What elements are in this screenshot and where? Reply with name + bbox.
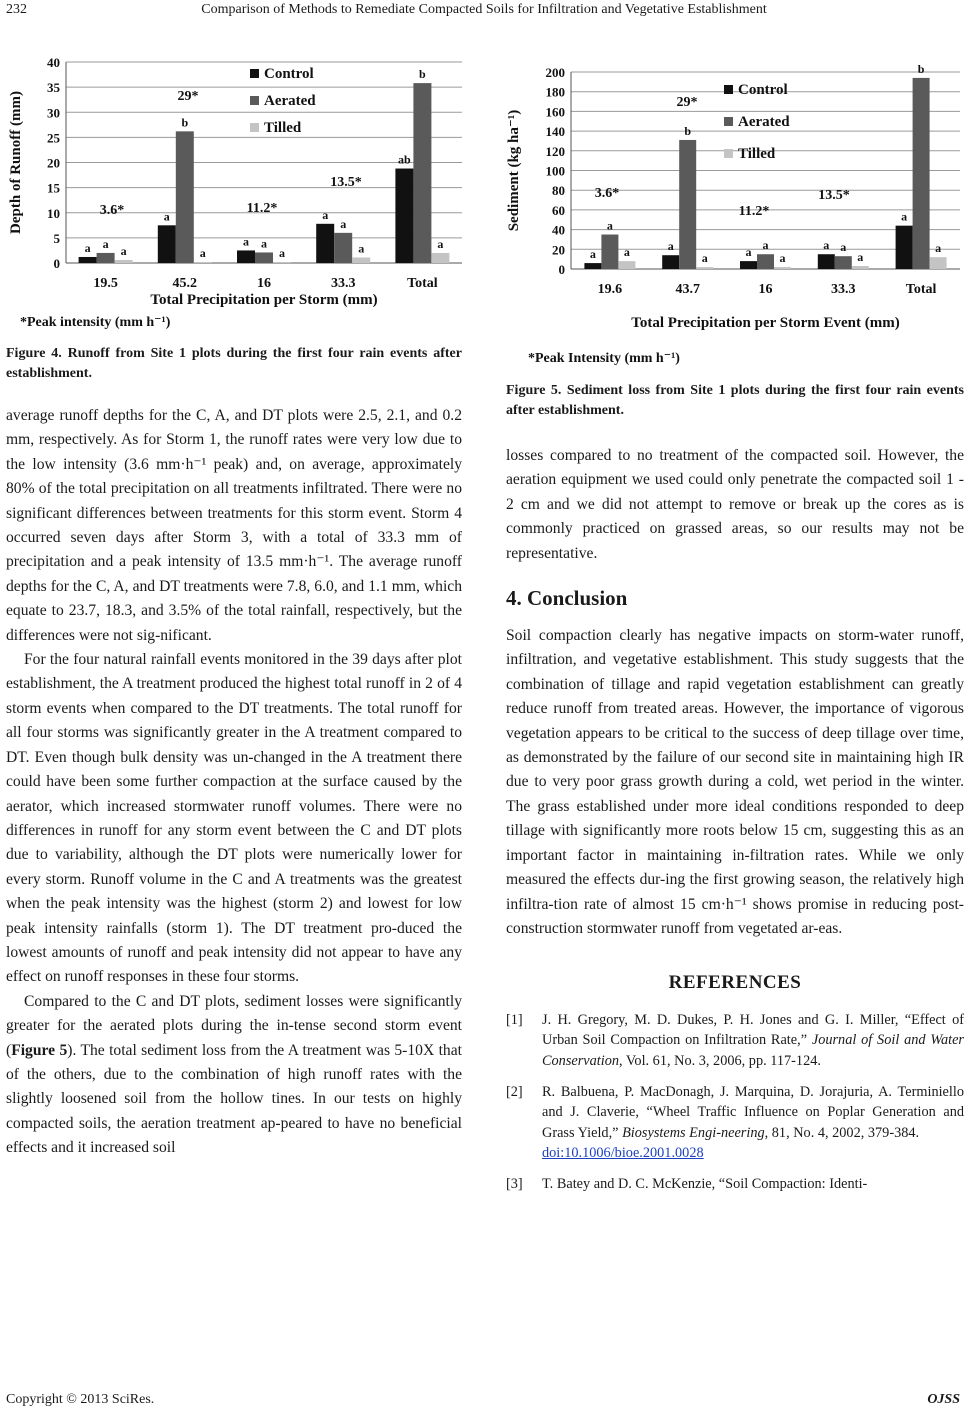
left-p3-text-b: ). The total sediment loss from the A treatment was 5-10X that of the others, due to the combination of high runoff rates with the slightly loosened soil from the hollow tines. In our tests on highly compacted soils, the aeration treatment ap-peared to have no beneficial effects and it increased soil: [6, 1041, 462, 1157]
bar-tilled: [618, 261, 635, 269]
x-tick-label: 16: [257, 276, 271, 291]
bar-tilled: [352, 257, 370, 263]
bar-aerated: [601, 235, 618, 269]
x-tick-label: 19.6: [597, 282, 623, 297]
left-paragraph-3: [6, 990, 462, 1161]
bar-significance-label: a: [779, 251, 786, 266]
legend-swatch: [724, 85, 733, 94]
bar-significance-label: a: [199, 245, 206, 260]
legend-swatch: [250, 69, 259, 78]
legend-swatch: [250, 123, 259, 132]
footer-journal: OJSS: [927, 1392, 960, 1407]
legend-label: Tilled: [264, 120, 302, 136]
right-column: [506, 444, 964, 1204]
bar-tilled: [774, 267, 791, 269]
y-tick-label: 0: [53, 256, 60, 271]
peak-intensity-label: 29*: [177, 89, 199, 104]
bar-tilled: [852, 266, 869, 269]
x-axis-title: Total Precipitation per Storm Event (mm): [631, 315, 900, 331]
bar-significance-label: b: [181, 115, 189, 130]
bar-significance-label: b: [419, 67, 426, 82]
bar-control: [584, 263, 601, 269]
fig4-footnote: *Peak intensity (mm h⁻¹): [20, 315, 171, 330]
y-tick-label: 200: [545, 65, 565, 80]
bar-significance-label: a: [358, 241, 365, 256]
conclusion-paragraph: Soil compaction clearly has negative impacts on storm-water runoff, infiltration, and vegetative establishment. This study suggests that the combination of tillage and rapid vegetation establishment can greatly reduce runoff from treated areas. However, the importance of vigorous vegetation appears to be critical to the success of deep tillage over time, as demonstrated by the failure of our second site in maintaining high IR due to very poor grass growth during a cold, wet period in the winter. The grass established under more ideal conditions responded to deep tillage with significantly more roots below 15 cm, suggesting this as an important factor in maintaining in-filtration rates. While we only measured the effects dur-ing the first growing season, the relatively high infiltra-tion rate of almost 15 cm·h⁻¹ shows promise in reducing post-construction stormwater runoff from vegetated ar-eas.: [506, 627, 964, 937]
x-tick-label: 43.7: [675, 282, 700, 297]
bar-aerated: [334, 233, 352, 263]
bar-significance-label: b: [917, 61, 925, 76]
figure-5-reference[interactable]: Figure 5: [11, 1041, 68, 1059]
peak-intensity-label: 13.5*: [330, 175, 362, 190]
reference-details: , 81, No. 4, 2002, 379-384.: [764, 1124, 920, 1141]
y-tick-label: 35: [47, 80, 60, 96]
y-tick-label: 0: [558, 262, 565, 277]
y-tick-label: 20: [47, 155, 60, 171]
bar-significance-label: ab: [398, 152, 411, 167]
bar-tilled: [115, 260, 133, 263]
bar-aerated: [757, 254, 774, 269]
y-tick-label: 10: [47, 205, 60, 221]
figure-4-caption: Figure 4. Runoff from Site 1 plots during the first four rain events after establishment.: [6, 346, 462, 381]
peak-intensity-label: 11.2*: [246, 201, 278, 216]
bar-significance-label: a: [762, 238, 769, 253]
figure-4-chart: [0, 50, 470, 336]
bar-significance-label: a: [857, 250, 864, 265]
bar-significance-label: a: [102, 236, 109, 251]
peak-intensity-label: 13.5*: [818, 188, 850, 203]
bar-aerated: [413, 83, 431, 263]
y-tick-label: 160: [545, 104, 565, 120]
bar-significance-label: a: [120, 243, 127, 258]
bar-significance-label: a: [667, 239, 674, 254]
bar-significance-label: a: [589, 247, 596, 262]
legend-swatch: [724, 149, 733, 158]
bar-significance-label: a: [623, 245, 630, 260]
bar-control: [316, 224, 334, 263]
fig5-footnote: *Peak Intensity (mm h⁻¹): [528, 351, 680, 366]
reference-details: , Vol. 61, No. 3, 2006, pp. 117-124.: [619, 1052, 821, 1069]
y-tick-label: 15: [47, 180, 60, 196]
bar-significance-label: a: [84, 240, 91, 255]
bar-tilled: [194, 262, 212, 263]
y-tick-label: 140: [545, 124, 565, 140]
reference-doi-link[interactable]: doi:10.1006/bioe.2001.0028: [542, 1145, 704, 1162]
bar-significance-label: a: [901, 209, 908, 224]
bar-significance-label: a: [261, 236, 267, 251]
x-tick-label: 16: [758, 282, 773, 297]
figure-5-caption: Figure 5. Sediment loss from Site 1 plots during the first four rain events after establishment.: [506, 383, 964, 418]
legend-swatch: [250, 96, 259, 105]
y-tick-label: 20: [552, 242, 565, 258]
bar-control: [158, 225, 176, 263]
reference-number: [1]: [506, 1011, 523, 1028]
conclusion-heading: 4. Conclusion: [506, 586, 628, 611]
y-axis-title: Depth of Runoff (mm): [8, 91, 24, 234]
left-paragraph-1: average runoff depths for the C, A, and DT plots were 2.5, 2.1, and 0.2 mm, respectively. As for Storm 1, the runoff rates were very low due to the low intensity (3.6 mm·h⁻¹ peak) and, on average, approximately 80% of the total precipitation on all treatments infiltrated. There were no significant differences between treatments for this storm event. Storm 4 occurred seven days after Storm 3, with a total of 33.3 mm of precipitation and a peak intensity of 13.5 mm·h⁻¹. The average runoff depths for the C, A, and DT treatments were 7.8, 6.0, and 1.1 mm, which equate to 23.7, 18.3, and 3.5% of the total rainfall, respectively, but the differences were not sig-nificant.: [6, 407, 462, 644]
bar-significance-label: a: [437, 236, 444, 251]
bar-control: [662, 255, 679, 269]
bar-significance-label: b: [684, 123, 692, 138]
bar-control: [818, 254, 835, 269]
bar-significance-label: a: [701, 251, 708, 266]
bar-control: [237, 250, 255, 263]
reference-authors: R. Balbuena, P. MacDonagh, J. Marquina, D. Jorajuria, A. Terminiello and J. Claverie, “Wheel Traffic Influence on Poplar Generation and Grass Yield,”: [542, 1083, 964, 1141]
references-title: REFERENCES: [668, 972, 802, 994]
y-tick-label: 60: [552, 202, 565, 218]
bar-tilled: [930, 257, 947, 269]
y-tick-label: 25: [47, 130, 60, 146]
reference-2: [506, 1082, 964, 1164]
bar-aerated: [255, 252, 273, 263]
y-axis-title: Sediment (kg ha⁻¹): [506, 109, 522, 232]
right-paragraph-1: losses compared to no treatment of the compacted soil. However, the aeration equipment we used could only penetrate the compacted soil 1 - 2 cm and we did not attempt to remove or break up the cores as is commonly practiced on grassed areas, so our results may not be representative.: [506, 447, 964, 562]
peak-intensity-label: 3.6*: [594, 186, 620, 201]
reference-number: [2]: [506, 1083, 523, 1100]
page-number: 232: [6, 2, 27, 17]
bar-control: [79, 257, 97, 263]
y-tick-label: 100: [545, 163, 565, 179]
left-p3-text-a: Compared to the C and DT plots, sediment losses were significantly greater for the aerated plots during the in-tense second storm event (: [6, 992, 462, 1059]
bar-significance-label: a: [243, 234, 249, 249]
bar-significance-label: a: [322, 207, 329, 222]
x-tick-label: 33.3: [831, 282, 856, 297]
legend-label: Control: [738, 82, 788, 98]
legend-label: Control: [264, 66, 314, 82]
y-tick-label: 30: [47, 105, 60, 121]
bar-control: [395, 169, 413, 263]
reference-journal: Journal of Soil and Water Conservation: [542, 1032, 964, 1069]
bar-significance-label: a: [840, 240, 847, 255]
y-tick-label: 40: [552, 222, 565, 238]
bar-aerated: [176, 131, 194, 263]
legend-label: Tilled: [738, 146, 776, 162]
x-tick-label: 19.5: [93, 276, 118, 291]
x-tick-label: 45.2: [172, 276, 198, 291]
y-tick-label: 180: [545, 84, 565, 100]
bar-aerated: [679, 140, 696, 269]
x-axis-title: Total Precipitation per Storm (mm): [150, 292, 378, 308]
x-tick-label: Total: [905, 282, 937, 297]
bar-significance-label: a: [823, 238, 830, 253]
bar-tilled: [696, 267, 713, 269]
peak-intensity-label: 29*: [676, 95, 698, 110]
bar-aerated: [835, 256, 852, 269]
reference-authors: J. H. Gregory, M. D. Dukes, P. H. Jones and G. I. Miller, “Effect of Urban Soil Compaction on Infiltration Rate,”: [542, 1011, 964, 1049]
legend-label: Aerated: [738, 114, 790, 130]
reference-1: [506, 1010, 964, 1072]
y-tick-label: 40: [47, 55, 60, 70]
left-column: [6, 404, 462, 1161]
y-tick-label: 80: [552, 183, 565, 199]
reference-journal: Biosystems Engi-neering: [622, 1124, 765, 1141]
bar-significance-label: a: [279, 245, 285, 260]
reference-number: [3]: [506, 1175, 523, 1192]
bar-significance-label: a: [745, 245, 752, 260]
bar-aerated: [97, 253, 115, 263]
reference-authors: T. Batey and D. C. McKenzie, “Soil Compaction: Identi-: [542, 1175, 868, 1192]
footer-copyright: Copyright © 2013 SciRes.: [6, 1392, 155, 1407]
y-tick-label: 5: [53, 230, 60, 246]
bar-significance-label: a: [935, 241, 942, 256]
bar-aerated: [913, 78, 930, 269]
figure-5-chart: [500, 55, 968, 373]
bar-significance-label: a: [163, 209, 170, 224]
bar-significance-label: a: [340, 216, 347, 231]
x-tick-label: 33.3: [330, 276, 356, 291]
x-tick-label: Total: [407, 276, 438, 291]
running-title: Comparison of Methods to Remediate Compacted Soils for Infiltration and Vegetative Establishment: [201, 2, 767, 17]
legend-label: Aerated: [264, 93, 316, 109]
bar-significance-label: a: [606, 218, 613, 233]
bar-control: [896, 226, 913, 269]
bar-tilled: [431, 253, 449, 263]
left-paragraph-2: For the four natural rainfall events monitored in the 39 days after plot establishment, the A treatment produced the highest total runoff in 2 of 4 storm events when compared to the DT treatments. The total runoff for all four storms was significantly greater in the A treatment compared to DT. Even though bulk density was un-changed in the A treatment there could have been some further compaction at the surface caused by the aerator, which increased stormwater runoff volumes. There were no differences in runoff for any storm event between the C and DT plots due to variability, although the DT plots were numerically lower for every storm. Runoff volume in the C and A treatments was the greatest when the peak intensity was the highest (storm 2) and lowest for low peak intensity rainfalls (storm 1). The DT treatment pro-duced the lowest amounts of runoff and peak intensity did not appear to have any effect on runoff responses in these four storms.: [6, 651, 462, 986]
bar-control: [740, 261, 757, 269]
peak-intensity-label: 3.6*: [99, 203, 125, 218]
reference-3: [506, 1174, 964, 1195]
peak-intensity-label: 11.2*: [738, 204, 770, 219]
legend-swatch: [724, 117, 733, 126]
y-tick-label: 120: [545, 143, 565, 159]
bar-tilled: [273, 262, 291, 263]
